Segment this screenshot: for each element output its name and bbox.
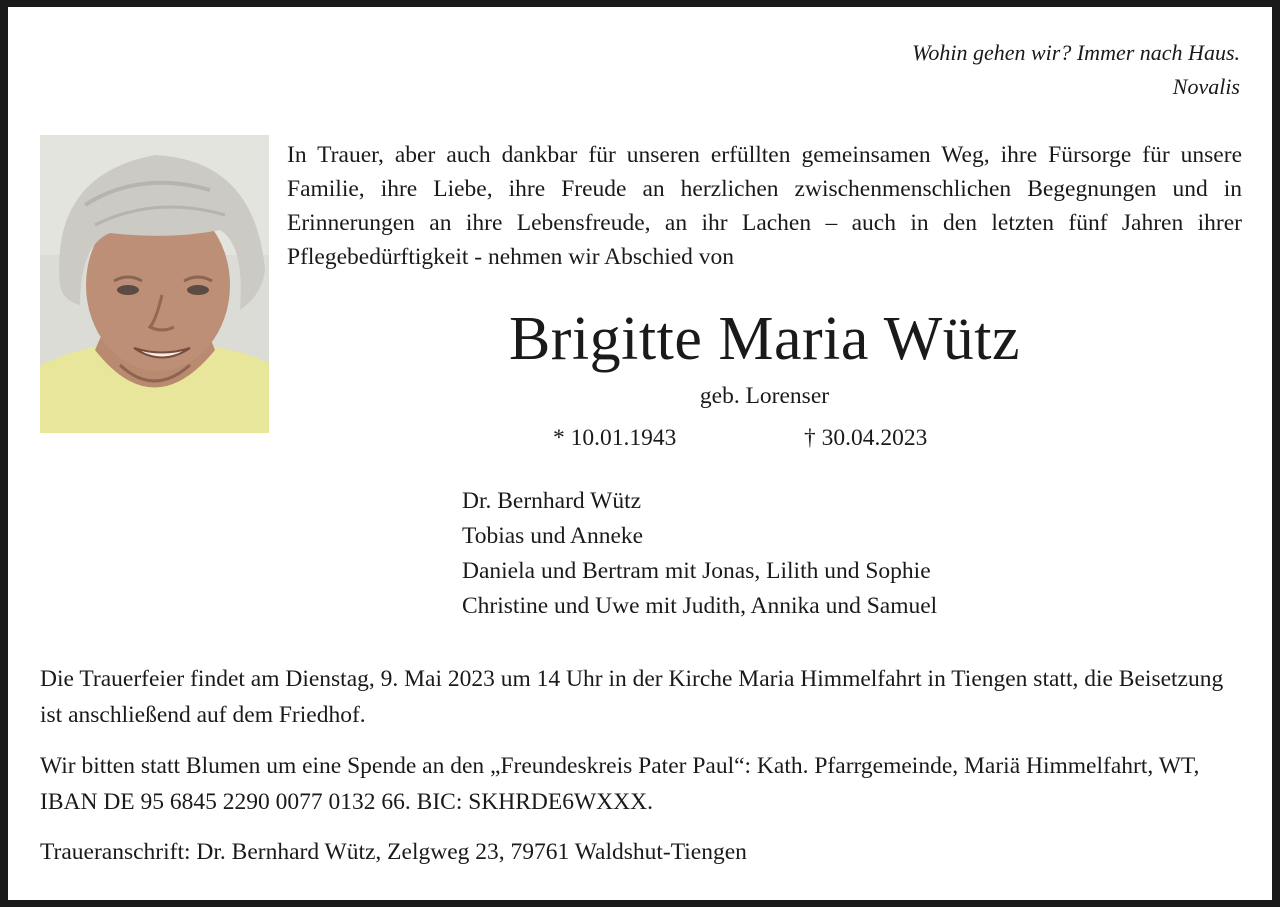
mourner-line: Christine und Uwe mit Judith, Annika und Samuel xyxy=(462,593,938,619)
donation-info: Wir bitten statt Blumen um eine Spende an den „Freundeskreis Pater Paul“: Kath. Pfarrgemeinde, Mariä Himmelfahrt, WT, IBAN DE 95 6845 2290 0077 0132 66. BIC: SKHRDE6WXXX. xyxy=(40,753,1200,815)
epigraph-author: Novalis xyxy=(1172,74,1240,99)
mourner-line: Daniela und Bertram mit Jonas, Lilith und Sophie xyxy=(462,558,931,584)
epigraph xyxy=(912,36,1240,104)
birth-date: * 10.01.1943 xyxy=(553,425,677,451)
portrait-photo-icon xyxy=(40,135,269,433)
maiden-name: geb. Lorenser xyxy=(699,383,830,409)
deceased-name: Brigitte Maria Wütz xyxy=(508,305,1021,373)
epigraph-text: Wohin gehen wir? Immer nach Haus. xyxy=(912,40,1240,65)
portrait-photo xyxy=(40,135,269,433)
funeral-info: Die Trauerfeier findet am Dienstag, 9. Mai 2023 um 14 Uhr in der Kirche Maria Himmelfahrt in Tiengen statt, die Beisetzung ist anschließend auf dem Friedhof. xyxy=(40,666,1224,728)
mourning-address: Traueranschrift: Dr. Bernhard Wütz, Zelgweg 23, 79761 Waldshut-Tiengen xyxy=(40,839,747,865)
death-date: † 30.04.2023 xyxy=(804,425,928,451)
mourner-line: Tobias und Anneke xyxy=(462,523,644,549)
mourner-line: Dr. Bernhard Wütz xyxy=(462,488,642,514)
mourners-list xyxy=(462,484,937,624)
intro-text: In Trauer, aber auch dankbar für unseren erfüllten gemeinsamen Weg, ihre Fürsorge für unsere Familie, ihre Liebe, ihre Freude an herzlichen zwischenmenschlichen Begegnungen und in Erinnerungen an ihre Lebensfreude, an ihr Lachen – auch in den letzten fünf Jahren ihrer Pflegebedürftigkeit - nehmen wir Abschied von xyxy=(287,142,1242,270)
